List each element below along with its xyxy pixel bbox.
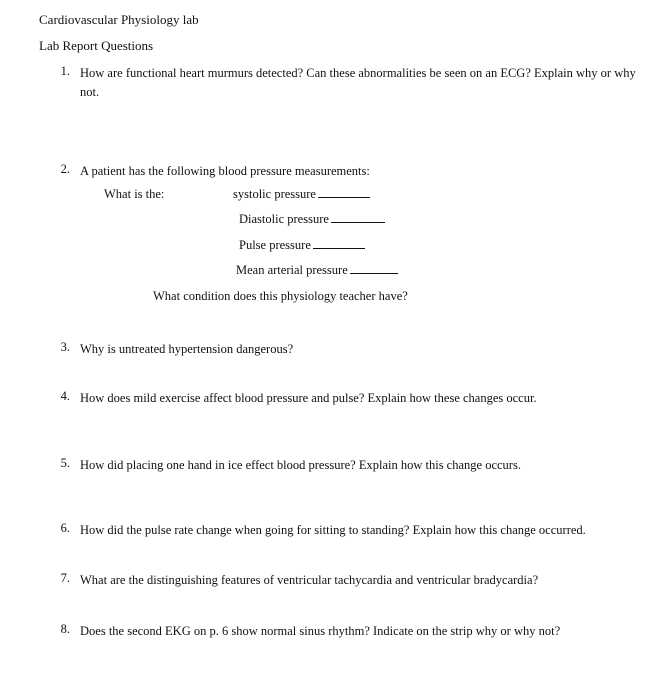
answer-blank[interactable] xyxy=(318,187,370,198)
question-number: 4. xyxy=(60,389,70,403)
bp-condition-question: What condition does this physiology teacher have? xyxy=(153,289,408,303)
bp-field-label: Diastolic pressure xyxy=(239,212,329,226)
bp-field-label: Mean arterial pressure xyxy=(236,263,348,277)
question-number: 2. xyxy=(60,162,70,176)
bp-field-systolic xyxy=(233,187,370,202)
bp-prompt: What is the: xyxy=(104,187,165,201)
question-text: A patient has the following blood pressure measurements: xyxy=(80,164,370,178)
bp-field-pulse xyxy=(239,238,365,253)
bp-field-label: Pulse pressure xyxy=(239,238,311,252)
question-number: 1. xyxy=(60,64,70,78)
question-number: 5. xyxy=(60,456,70,470)
question-number: 3. xyxy=(60,340,70,354)
question-number: 7. xyxy=(60,571,70,585)
question-text: How does mild exercise affect blood pressure and pulse? Explain how these changes occur. xyxy=(80,391,537,405)
answer-blank[interactable] xyxy=(350,263,398,274)
bp-field-diastolic xyxy=(239,212,385,227)
page-subtitle: Lab Report Questions xyxy=(39,38,154,53)
question-text: How did the pulse rate change when going for sitting to standing? Explain how this change occurred. xyxy=(80,523,586,537)
answer-blank[interactable] xyxy=(313,238,365,249)
question-text: How are functional heart murmurs detected? Can these abnormalities be seen on an ECG? Explain why or why not. xyxy=(80,66,636,99)
question-text: Does the second EKG on p. 6 show normal sinus rhythm? Indicate on the strip why or why not? xyxy=(80,624,561,638)
question-number: 6. xyxy=(60,521,70,535)
bp-field-label: systolic pressure xyxy=(233,187,316,201)
question-text: Why is untreated hypertension dangerous? xyxy=(80,342,294,356)
question-number: 8. xyxy=(60,622,70,636)
question-text: How did placing one hand in ice effect blood pressure? Explain how this change occurs. xyxy=(80,458,521,472)
answer-blank[interactable] xyxy=(331,212,385,223)
bp-field-mean-arterial xyxy=(236,263,398,278)
page-title: Cardiovascular Physiology lab xyxy=(39,12,199,27)
question-text: What are the distinguishing features of ventricular tachycardia and ventricular bradycardia? xyxy=(80,573,539,587)
